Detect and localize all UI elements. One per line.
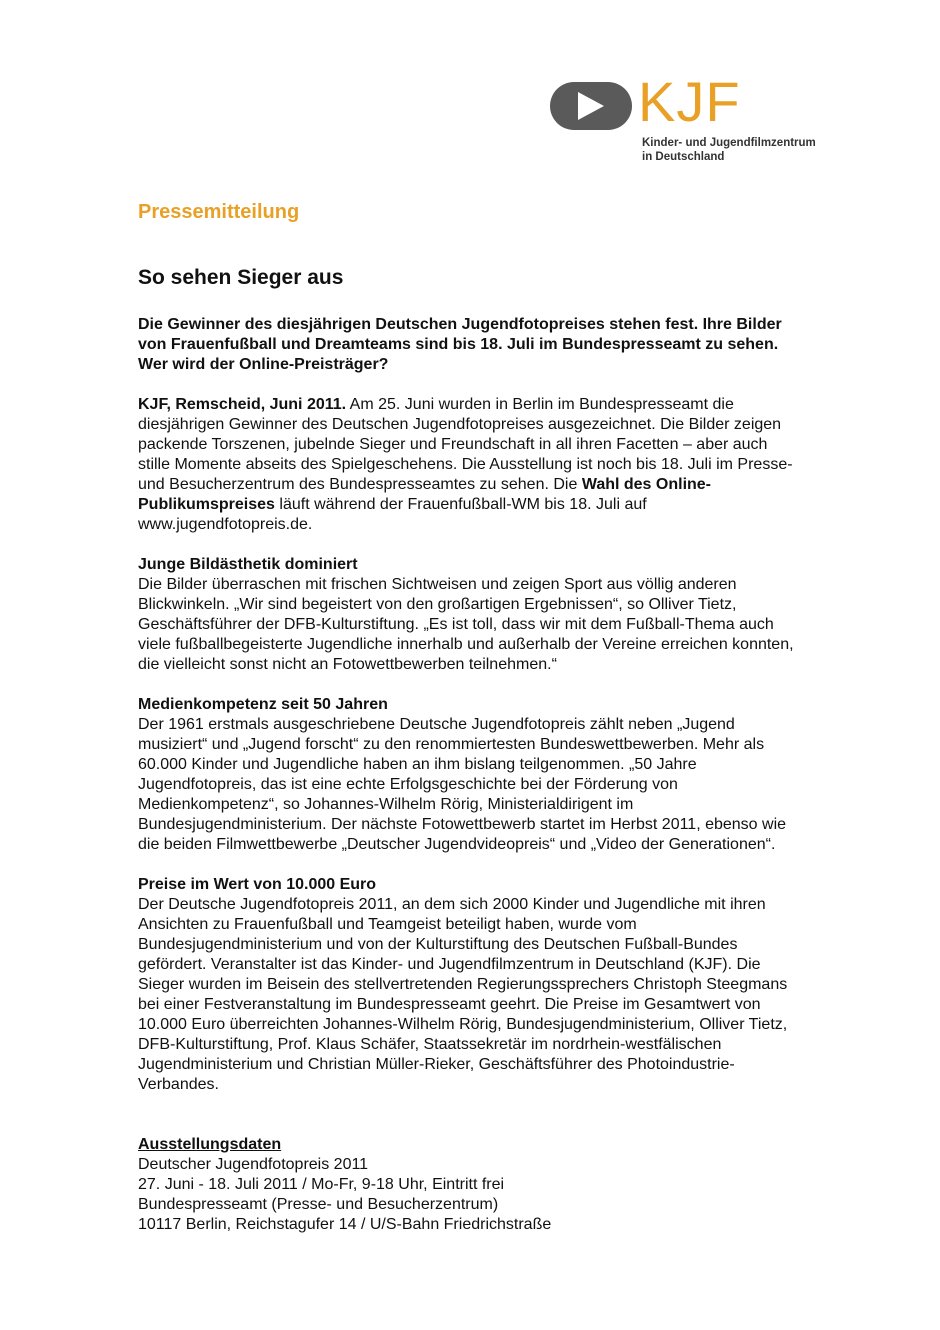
exhibition-line: 27. Juni - 18. Juli 2011 / Mo-Fr, 9-18 Uhr, Eintritt frei xyxy=(138,1176,505,1193)
play-icon xyxy=(548,80,634,132)
exhibition-line: 10117 Berlin, Reichstagufer 14 / U/S-Bahn Friedrichstraße xyxy=(138,1216,552,1233)
intro-paragraph xyxy=(138,395,798,535)
logo-letters: KJF xyxy=(638,70,741,133)
section-title: Preise im Wert von 10.000 Euro xyxy=(138,876,377,893)
kjf-logo xyxy=(548,70,838,170)
dateline: KJF, Remscheid, Juni 2011. xyxy=(138,396,347,413)
lead-paragraph: Die Gewinner des diesjährigen Deutschen Jugendfotopreises stehen fest. Ihre Bilder von Frauenfußball und Dreamteams sind bis 18. Juli im Bundespresseamt zu sehen. Wer wird der Online-Preisträger? xyxy=(138,316,782,373)
press-release-body xyxy=(138,198,798,1235)
logo-subtitle-line2: in Deutschland xyxy=(642,151,725,163)
intro-text-2: läuft während der Frauenfußball-WM bis 18. Juli auf www.jugendfotopreis.de. xyxy=(138,496,647,533)
kicker: Pressemitteilung xyxy=(138,201,300,223)
logo-subtitle-line1: Kinder- und Jugendfilmzentrum xyxy=(642,137,816,149)
intro-text-1: Am 25. Juni wurden in Berlin im Bundespresseamt die diesjährigen Gewinner des Deutschen Jugendfotopreises ausgezeichnet. Die Bilder zeigen packende Torszenen, jubelnde Sieger und Freundschaft in all ihren Facetten – aber auch stille Momente abseits des Spielgeschehens. Die Ausstellung ist noch bis 18. Juli im Presse- und Besucherzentrum des Bundespresseamtes zu sehen. Die xyxy=(138,396,793,493)
section-body: Der 1961 erstmals ausgeschriebene Deutsche Jugendfotopreis zählt neben „Jugend musiziert“ und „Jugend forscht“ zu den renommiertesten Bundeswettbewerben. Mehr als 60.000 Kinder und Jugendliche haben an ihm bislang teilgenommen. „50 Jahre Jugendfotopreis, das ist eine echte Erfolgsgeschichte bei der Förderung von Medienkompetenz“, so Johannes-Wilhelm Rörig, Ministerialdirigent im Bundesjugendministerium. Der nächste Fotowettbewerb startet im Herbst 2011, ebenso wie die beiden Filmwettbewerbe „Deutscher Jugendvideopreis“ und „Video der Generationen“. xyxy=(138,716,787,853)
section-body: Die Bilder überraschen mit frischen Sichtweisen und zeigen Sport aus völlig anderen Blickwinkeln. „Wir sind begeistert von den großartigen Ergebnissen“, so Olliver Tietz, Geschäftsführer der DFB-Kulturstiftung. „Es ist toll, dass wir mit dem Fußball-Thema auch viele fußballbegeisterte Jugendliche innerhalb und außerhalb der Vereine erreichen konnten, die vielleicht sonst nicht an Fotowettbewerben teilnehmen.“ xyxy=(138,576,794,673)
exhibition-line: Deutscher Jugendfotopreis 2011 xyxy=(138,1156,369,1173)
section-body: Der Deutsche Jugendfotopreis 2011, an dem sich 2000 Kinder und Jugendliche mit ihren Ansichten zu Frauenfußball und Teamgeist beteiligt haben, wurde vom Bundesjugendministerium und von der Kulturstiftung des Deutschen Fußball-Bundes gefördert. Veranstalter ist das Kinder- und Jugendfilmzentrum in Deutschland (KJF). Die Sieger wurden im Beisein des stellvertretenden Regierungssprechers Christoph Steegmans bei einer Festveranstaltung im Bundespresseamt geehrt. Die Preise im Gesamtwert von 10.000 Euro überreichten Johannes-Wilhelm Rörig, Bundesjugendministerium, Olliver Tietz, DFB-Kulturstiftung, Prof. Klaus Schäfer, Staatssekretär im nordrhein-westfälischen Jugendministerium und Christian Müller-Rieker, Geschäftsführer des Photoindustrie-Verbandes. xyxy=(138,896,788,1093)
section-title: Medienkompetenz seit 50 Jahren xyxy=(138,696,388,713)
headline: So sehen Sieger aus xyxy=(138,266,344,289)
logo-subtitle xyxy=(642,136,816,164)
exhibition-title: Ausstellungsdaten xyxy=(138,1136,282,1153)
intro-bold: Wahl des Online-Publikumspreises xyxy=(138,476,712,513)
exhibition-line: Bundespresseamt (Presse- und Besucherzentrum) xyxy=(138,1196,499,1213)
section-title: Junge Bildästhetik dominiert xyxy=(138,556,358,573)
